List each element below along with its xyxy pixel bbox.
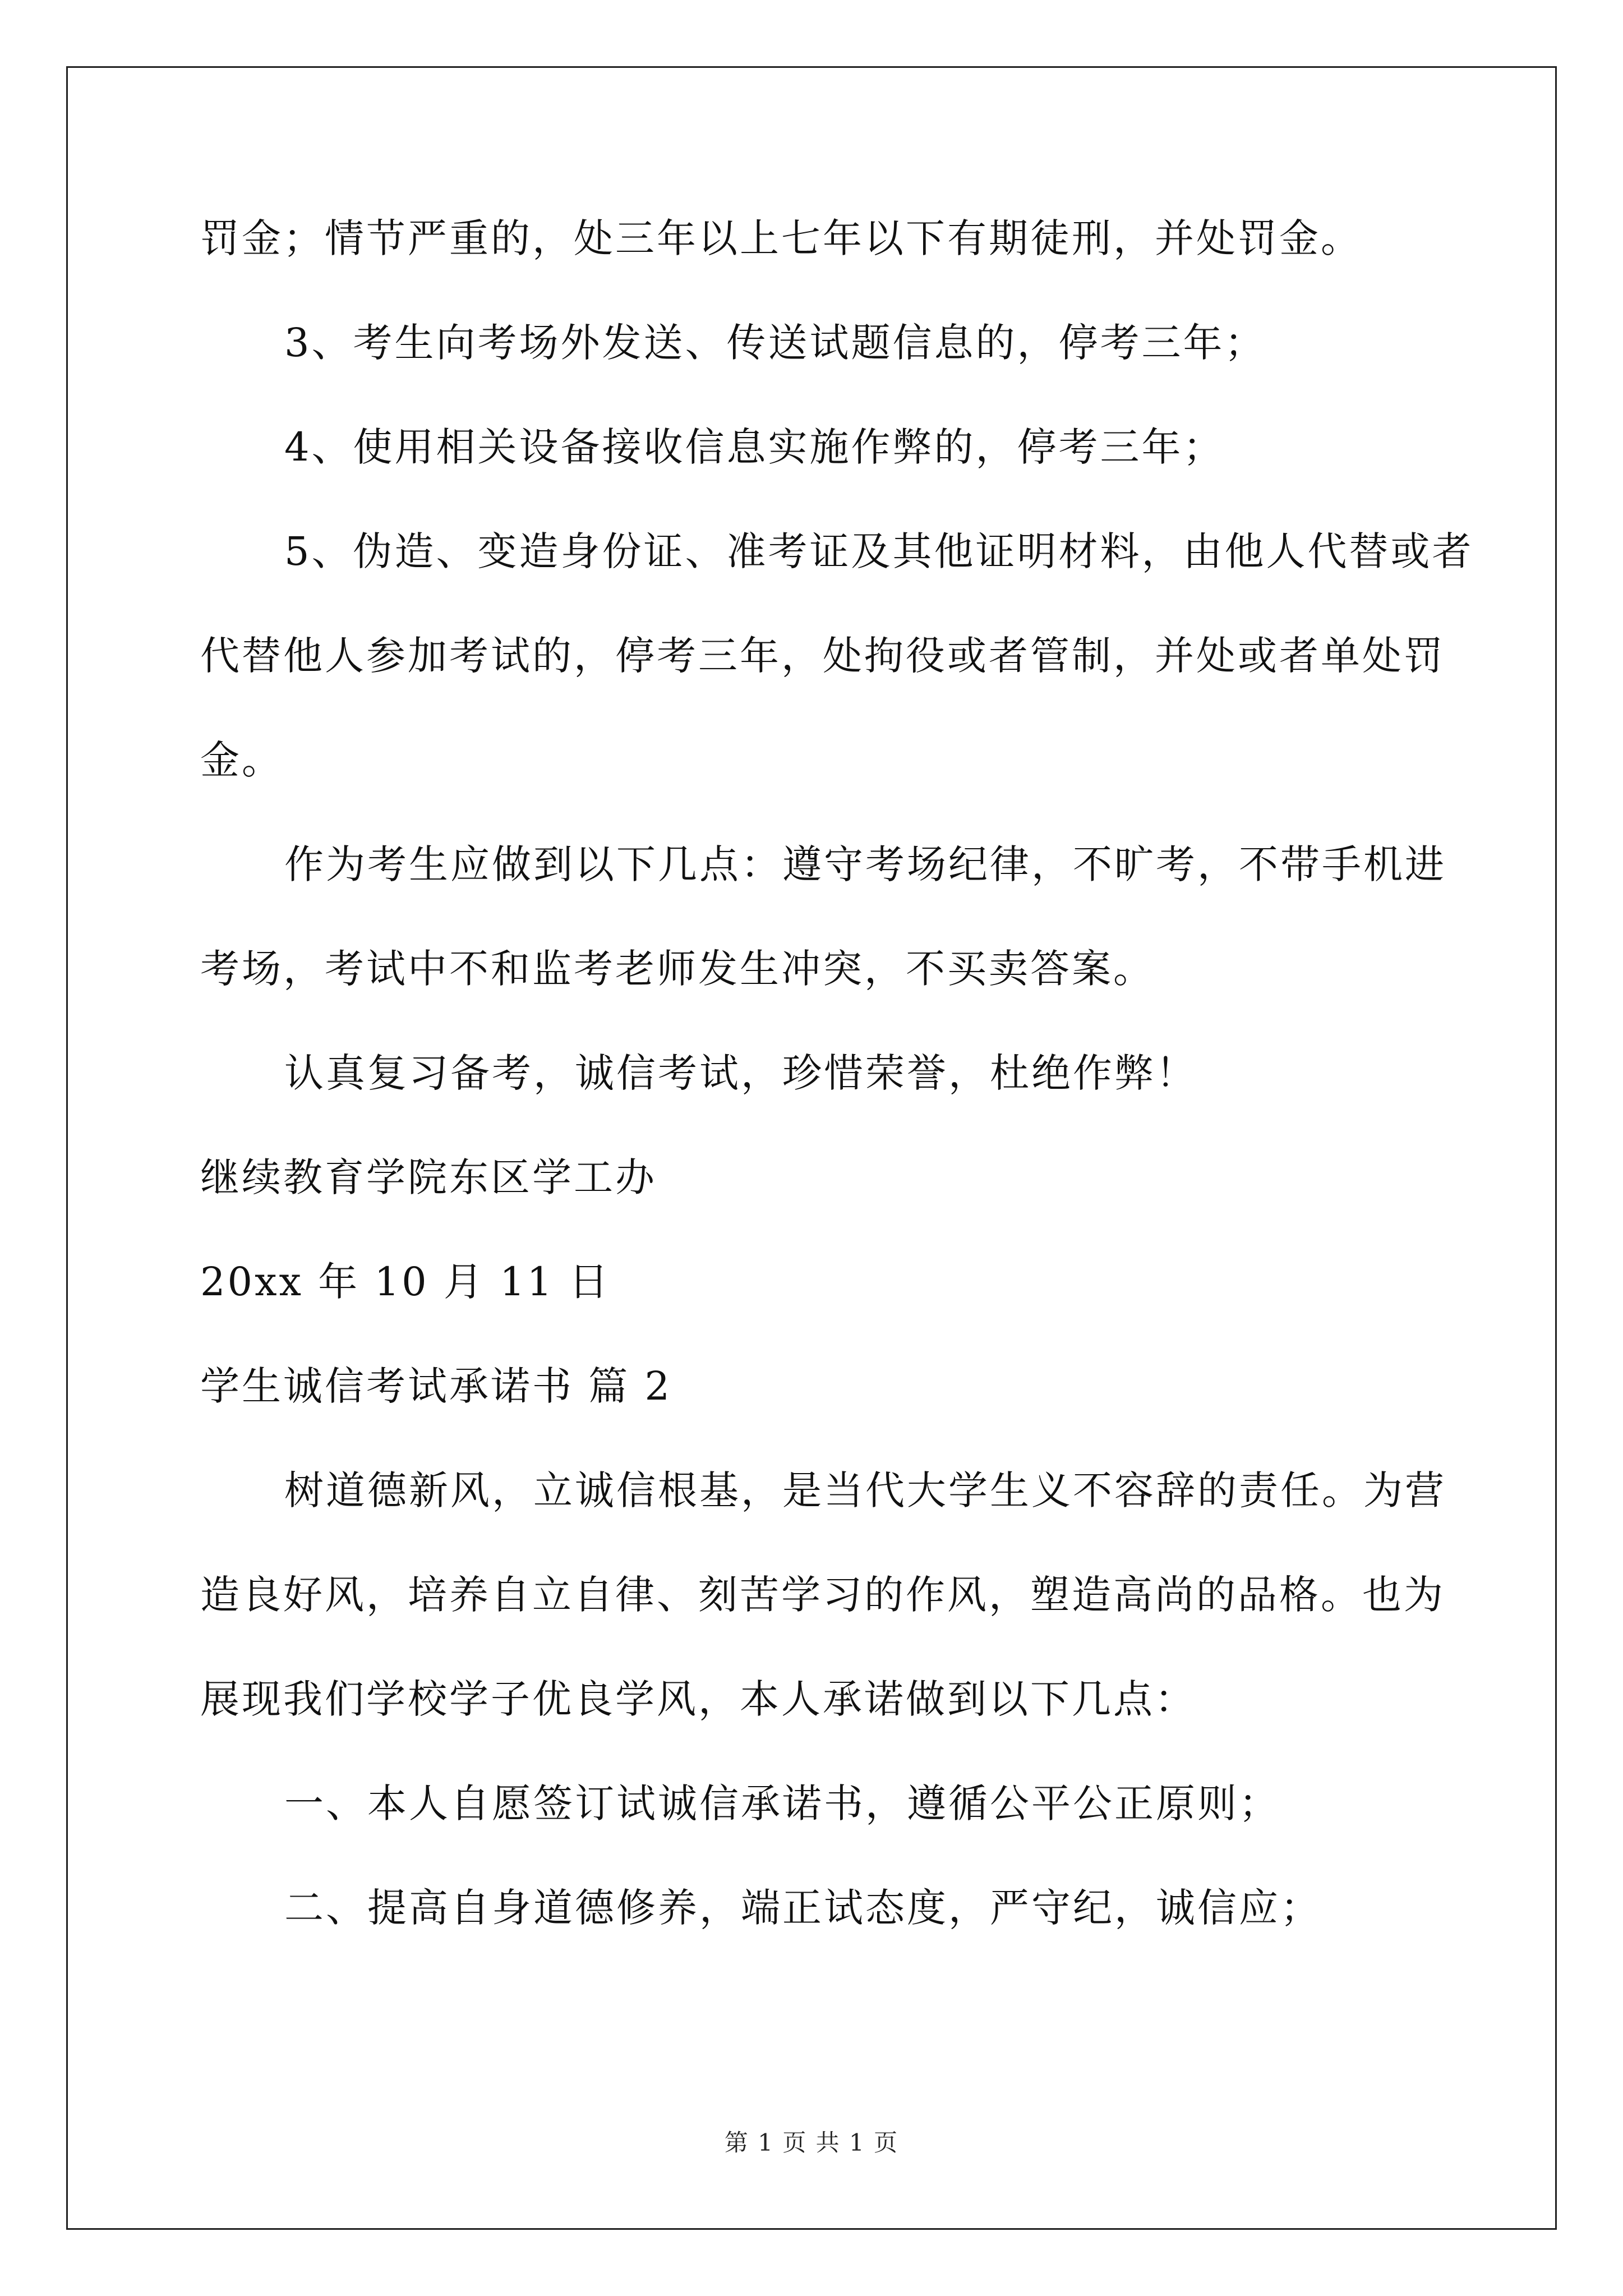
paragraph-line: 代替他人参加考试的，停考三年，处拘役或者管制，并处或者单处罚	[200, 633, 1445, 679]
paragraph-line: 考场，考试中不和监考老师发生冲突，不买卖答案。	[200, 946, 1155, 992]
paragraph-line: 二、提高自身道德修养，端正试态度，严守纪，诚信应；	[284, 1885, 1322, 1931]
paragraph-line: 罚金；情节严重的，处三年以上七年以下有期徒刑，并处罚金。	[200, 215, 1362, 261]
signature-date: 20xx 年 10 月 11 日	[200, 1259, 611, 1305]
paragraph-line: 5、伪造、变造身份证、准考证及其他证明材料，由他人代替或者	[284, 528, 1474, 574]
page-footer: 第 1 页 共 1 页	[724, 2129, 899, 2156]
paragraph-line: 4、使用相关设备接收信息实施作弊的，停考三年；	[284, 424, 1225, 470]
signature-organization: 继续教育学院东区学工办	[200, 1154, 657, 1200]
section-title: 学生诚信考试承诺书 篇 2	[200, 1363, 672, 1409]
paragraph-line: 作为考生应做到以下几点：遵守考场纪律，不旷考，不带手机进	[284, 841, 1446, 887]
paragraph-line: 展现我们学校学子优良学风，本人承诺做到以下几点：	[200, 1676, 1196, 1722]
paragraph-line: 树道德新风，立诚信根基，是当代大学生义不容辞的责任。为营	[284, 1467, 1446, 1513]
paragraph-line: 造良好风，培养自立自律、刻苦学习的作风，塑造高尚的品格。也为	[200, 1572, 1445, 1618]
paragraph-line: 3、考生向考场外发送、传送试题信息的，停考三年；	[284, 320, 1266, 366]
paragraph-line: 金。	[200, 737, 283, 783]
paragraph-line: 一、本人自愿签订试诚信承诺书，遵循公平公正原则；	[284, 1780, 1280, 1826]
paragraph-line: 认真复习备考，诚信考试，珍惜荣誉，杜绝作弊！	[284, 1050, 1197, 1096]
